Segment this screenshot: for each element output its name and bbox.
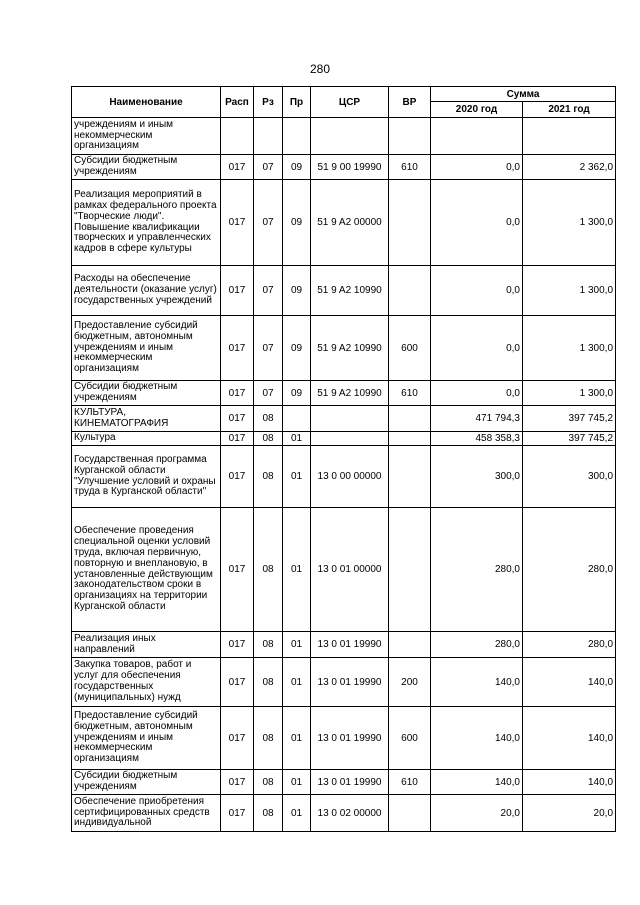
cell-rasp: 017 xyxy=(221,795,254,832)
cell-name: Субсидии бюджетным учреждениям xyxy=(72,381,221,406)
cell-vr xyxy=(389,406,431,432)
cell-csr: 13 0 01 00000 xyxy=(311,508,389,632)
cell-vr xyxy=(389,432,431,446)
cell-rz: 08 xyxy=(254,446,283,508)
cell-sum-2021: 280,0 xyxy=(523,632,616,658)
cell-vr: 200 xyxy=(389,658,431,707)
cell-rasp: 017 xyxy=(221,406,254,432)
cell-rz: 08 xyxy=(254,707,283,770)
cell-pr: 01 xyxy=(283,508,311,632)
cell-rz: 08 xyxy=(254,508,283,632)
cell-name: КУЛЬТУРА, КИНЕМАТОГРАФИЯ xyxy=(72,406,221,432)
table-row xyxy=(72,632,616,658)
cell-sum-2021: 1 300,0 xyxy=(523,381,616,406)
header-sum: Сумма xyxy=(431,87,616,102)
cell-name: Закупка товаров, работ и услуг для обеспечения государственных (муниципальных) нужд xyxy=(72,658,221,707)
cell-sum-2021: 140,0 xyxy=(523,770,616,795)
cell-csr xyxy=(311,406,389,432)
cell-rz: 07 xyxy=(254,381,283,406)
cell-csr xyxy=(311,118,389,155)
cell-rz: 07 xyxy=(254,180,283,266)
cell-csr: 51 9 00 19990 xyxy=(311,155,389,180)
cell-csr xyxy=(311,432,389,446)
table-row xyxy=(72,707,616,770)
cell-csr: 13 0 01 19990 xyxy=(311,770,389,795)
cell-sum-2021: 140,0 xyxy=(523,707,616,770)
cell-rasp: 017 xyxy=(221,658,254,707)
cell-pr: 09 xyxy=(283,316,311,381)
cell-name: Предоставление субсидий бюджетным, автономным учреждениям и иным некоммерческим организациям xyxy=(72,316,221,381)
table-row xyxy=(72,180,616,266)
table-body xyxy=(72,118,616,832)
cell-pr: 01 xyxy=(283,770,311,795)
cell-sum-2020 xyxy=(431,118,523,155)
cell-sum-2021: 280,0 xyxy=(523,508,616,632)
cell-sum-2020: 140,0 xyxy=(431,658,523,707)
cell-rz: 08 xyxy=(254,658,283,707)
cell-name: Обеспечение проведения специальной оценки условий труда, включая первичную, повторную и внеплановую, в установленные действующим законодательством сроки в организациях на территории Курганской области xyxy=(72,508,221,632)
cell-vr xyxy=(389,118,431,155)
cell-name: учреждениям и иным некоммерческим организациям xyxy=(72,118,221,155)
cell-name: Предоставление субсидий бюджетным, автономным учреждениям и иным некоммерческим организациям xyxy=(72,707,221,770)
cell-sum-2021 xyxy=(523,118,616,155)
cell-sum-2021: 1 300,0 xyxy=(523,316,616,381)
cell-rasp: 017 xyxy=(221,432,254,446)
header-year-2021: 2021 год xyxy=(523,102,616,118)
cell-pr xyxy=(283,406,311,432)
cell-sum-2021: 20,0 xyxy=(523,795,616,832)
cell-pr xyxy=(283,118,311,155)
cell-rz: 07 xyxy=(254,266,283,316)
cell-vr xyxy=(389,446,431,508)
cell-sum-2020: 0,0 xyxy=(431,381,523,406)
cell-rasp: 017 xyxy=(221,446,254,508)
cell-sum-2020: 280,0 xyxy=(431,508,523,632)
cell-rasp: 017 xyxy=(221,632,254,658)
cell-csr: 13 0 01 19990 xyxy=(311,632,389,658)
cell-rasp: 017 xyxy=(221,180,254,266)
cell-vr: 610 xyxy=(389,770,431,795)
cell-sum-2021: 397 745,2 xyxy=(523,432,616,446)
table-row xyxy=(72,155,616,180)
table-row xyxy=(72,381,616,406)
cell-sum-2021: 397 745,2 xyxy=(523,406,616,432)
cell-pr: 01 xyxy=(283,432,311,446)
header-csr: ЦСР xyxy=(311,87,389,118)
cell-name: Субсидии бюджетным учреждениям xyxy=(72,155,221,180)
header-year-2020: 2020 год xyxy=(431,102,523,118)
cell-name: Реализация мероприятий в рамках федерального проекта "Творческие люди". Повышение квалификации творческих и управленческих кадров в сфере культуры xyxy=(72,180,221,266)
cell-rasp xyxy=(221,118,254,155)
cell-sum-2020: 280,0 xyxy=(431,632,523,658)
cell-rasp: 017 xyxy=(221,707,254,770)
cell-name: Обеспечение приобретения сертифицированных средств индивидуальной xyxy=(72,795,221,832)
cell-name: Культура xyxy=(72,432,221,446)
cell-vr: 600 xyxy=(389,316,431,381)
cell-vr xyxy=(389,508,431,632)
cell-vr: 610 xyxy=(389,155,431,180)
budget-table xyxy=(71,86,616,832)
cell-rz: 08 xyxy=(254,770,283,795)
cell-sum-2020: 140,0 xyxy=(431,707,523,770)
table-row xyxy=(72,658,616,707)
cell-csr: 13 0 00 00000 xyxy=(311,446,389,508)
cell-rz: 08 xyxy=(254,432,283,446)
table-row xyxy=(72,795,616,832)
cell-rasp: 017 xyxy=(221,508,254,632)
cell-rasp: 017 xyxy=(221,381,254,406)
cell-rz: 08 xyxy=(254,406,283,432)
cell-pr: 01 xyxy=(283,446,311,508)
cell-sum-2020: 471 794,3 xyxy=(431,406,523,432)
table-row xyxy=(72,508,616,632)
cell-pr: 09 xyxy=(283,180,311,266)
cell-sum-2021: 1 300,0 xyxy=(523,266,616,316)
cell-sum-2020: 0,0 xyxy=(431,316,523,381)
table-row xyxy=(72,316,616,381)
cell-rz: 08 xyxy=(254,795,283,832)
cell-csr: 51 9 A2 00000 xyxy=(311,180,389,266)
page-number: 280 xyxy=(309,62,331,76)
cell-vr xyxy=(389,795,431,832)
cell-vr xyxy=(389,266,431,316)
header-vr: ВР xyxy=(389,87,431,118)
table-row xyxy=(72,406,616,432)
cell-sum-2021: 140,0 xyxy=(523,658,616,707)
table-row xyxy=(72,770,616,795)
cell-pr: 01 xyxy=(283,707,311,770)
cell-name: Субсидии бюджетным учреждениям xyxy=(72,770,221,795)
cell-rz xyxy=(254,118,283,155)
cell-rasp: 017 xyxy=(221,316,254,381)
cell-pr: 09 xyxy=(283,266,311,316)
cell-sum-2021: 2 362,0 xyxy=(523,155,616,180)
cell-vr: 600 xyxy=(389,707,431,770)
table-row xyxy=(72,432,616,446)
cell-sum-2020: 458 358,3 xyxy=(431,432,523,446)
cell-sum-2020: 0,0 xyxy=(431,266,523,316)
cell-sum-2021: 300,0 xyxy=(523,446,616,508)
cell-pr: 09 xyxy=(283,155,311,180)
cell-rasp: 017 xyxy=(221,155,254,180)
table-row xyxy=(72,266,616,316)
table-row xyxy=(72,446,616,508)
cell-csr: 13 0 01 19990 xyxy=(311,707,389,770)
header-rz: Рз xyxy=(254,87,283,118)
cell-pr: 01 xyxy=(283,632,311,658)
cell-sum-2020: 0,0 xyxy=(431,155,523,180)
cell-sum-2020: 140,0 xyxy=(431,770,523,795)
cell-rz: 08 xyxy=(254,632,283,658)
cell-rasp: 017 xyxy=(221,770,254,795)
cell-sum-2021: 1 300,0 xyxy=(523,180,616,266)
cell-rz: 07 xyxy=(254,155,283,180)
table-header xyxy=(72,87,616,118)
cell-vr xyxy=(389,632,431,658)
header-pr: Пр xyxy=(283,87,311,118)
cell-csr: 51 9 A2 10990 xyxy=(311,266,389,316)
cell-pr: 09 xyxy=(283,381,311,406)
header-name: Наименование xyxy=(72,87,221,118)
cell-csr: 51 9 A2 10990 xyxy=(311,381,389,406)
cell-sum-2020: 0,0 xyxy=(431,180,523,266)
cell-pr: 01 xyxy=(283,658,311,707)
cell-name: Расходы на обеспечение деятельности (оказание услуг) государственных учреждений xyxy=(72,266,221,316)
header-rasp: Расп xyxy=(221,87,254,118)
cell-csr: 51 9 A2 10990 xyxy=(311,316,389,381)
cell-rasp: 017 xyxy=(221,266,254,316)
cell-csr: 13 0 01 19990 xyxy=(311,658,389,707)
cell-name: Государственная программа Курганской области "Улучшение условий и охраны труда в Курганской области" xyxy=(72,446,221,508)
cell-rz: 07 xyxy=(254,316,283,381)
cell-vr xyxy=(389,180,431,266)
cell-pr: 01 xyxy=(283,795,311,832)
cell-vr: 610 xyxy=(389,381,431,406)
table-row xyxy=(72,118,616,155)
cell-name: Реализация иных направлений xyxy=(72,632,221,658)
cell-csr: 13 0 02 00000 xyxy=(311,795,389,832)
cell-sum-2020: 300,0 xyxy=(431,446,523,508)
cell-sum-2020: 20,0 xyxy=(431,795,523,832)
